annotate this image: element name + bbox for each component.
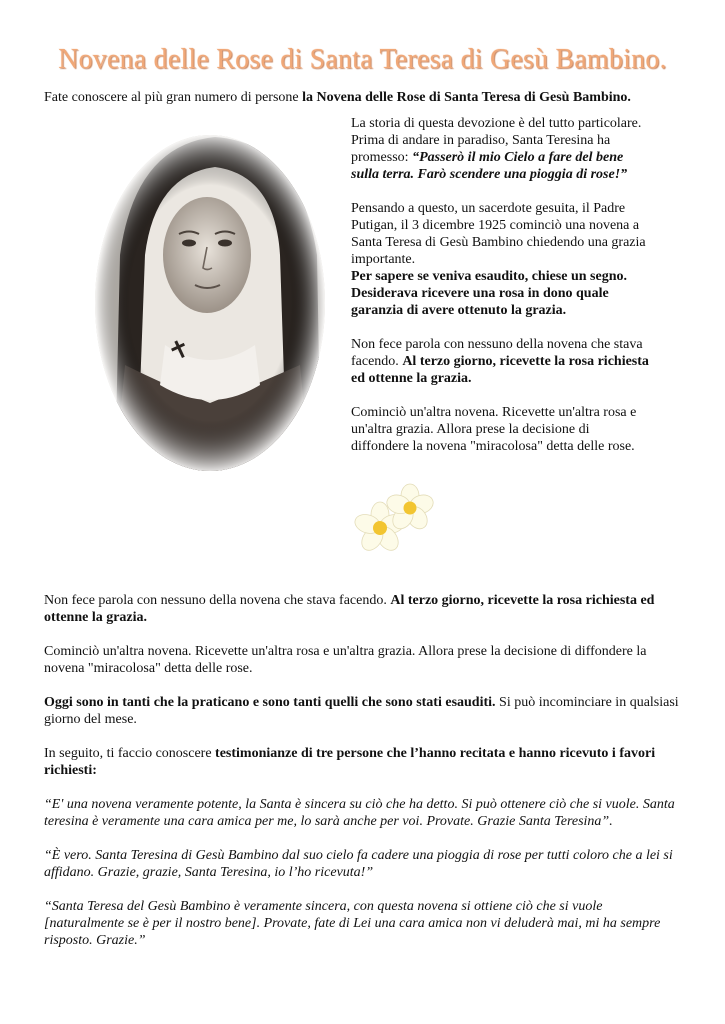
testimonial-2: “È vero. Santa Teresina di Gesù Bambino dal suo cielo fa cadere una pioggia di rose per tutti coloro che a lei si affidano. Grazie, grazie, Santa Teresina, io l’ho ricevuta!” [44,848,673,880]
story-p3-text: Non fece parola con nessuno della novena che stava facendo. [351,337,643,369]
saint-promise-quote: “Passerò il mio Cielo a fare del bene sulla terra. Farò scendere una pioggia di rose!” [351,150,628,182]
story-paragraph-4: Cominciò un'altra novena. Ricevette un'altra rosa e un'altra grazia. Allora prese la decisione di diffondere la novena "miracolosa" detta delle rose. [351,405,637,454]
story-paragraph-2 [351,200,651,319]
body-p3-text: Si può incominciare in qualsiasi giorno del mese. [44,695,679,727]
story-p3-bold: Al terzo giorno, ricevette la rosa richiesta ed ottenne la grazia. [351,354,649,386]
story-p2-bold: Per sapere se veniva esaudito, chiese un segno. Desiderava ricevere una rosa in dono quale garanzia di avere ottenuto la grazia. [351,269,627,318]
story-paragraph-1 [351,115,651,183]
intro-bold: la Novena delle Rose di Santa Teresa di Gesù Bambino. [302,90,631,105]
body-p1-bold: Al terzo giorno, ricevette la rosa richiesta ed ottenne la grazia. [44,593,655,625]
intro-line [44,89,694,107]
body-p1-text: Non fece parola con nessuno della novena che stava facendo. [44,593,391,608]
body-p3-bold: Oggi sono in tanti che la praticano e sono tanti quelli che sono stati esauditi. [44,695,496,710]
testimonial-3: “Santa Teresa del Gesù Bambino è veramente sincera, con questa novena si ottiene ciò che si vuole [naturalmente se è per il nostro bene]. Provate, fate di Lei una cara amica non vi deluderà mai, mi ha sempre risposto. Grazie.” [44,899,661,948]
body-paragraph-3 [44,694,684,728]
saint-portrait [95,135,325,471]
story-p2-text: Pensando a questo, un sacerdote gesuita, il Padre Putigan, il 3 dicembre 1925 cominciò una novena a Santa Teresa di Gesù Bambino chiedendo una grazia importante. [351,201,646,267]
body-p4-text: In seguito, ti faccio conoscere [44,746,216,761]
page-title: Novena delle Rose di Santa Teresa di Gesù Bambino. [58,44,667,75]
intro-plain: Fate conoscere al più gran numero di persone [44,90,303,105]
body-p4-bold: testimonianze di tre persone che l’hanno recitata e hanno ricevuto i favori richiesti: [44,746,656,778]
story-column [351,115,651,472]
main-body [44,592,684,966]
flowers-decoration [350,483,440,558]
body-paragraph-1 [44,592,684,626]
body-paragraph-2: Cominciò un'altra novena. Ricevette un'altra rosa e un'altra grazia. Allora prese la decisione di diffondere la novena "miracolosa" detta delle rose. [44,644,647,676]
testimonial-1: “E' una novena veramente potente, la Santa è sincera su ciò che ha detto. Si può ottenere ciò che si vuole. Santa teresina è veramente una cara amica per me, lo sarà anche per voi. Provate. Grazie Santa Teresina”. [44,797,675,829]
story-paragraph-3 [351,336,651,387]
body-paragraph-4 [44,745,684,779]
story-p1-text: La storia di questa devozione è del tutto particolare. Prima di andare in paradiso, Santa Teresina ha promesso: [351,116,642,165]
